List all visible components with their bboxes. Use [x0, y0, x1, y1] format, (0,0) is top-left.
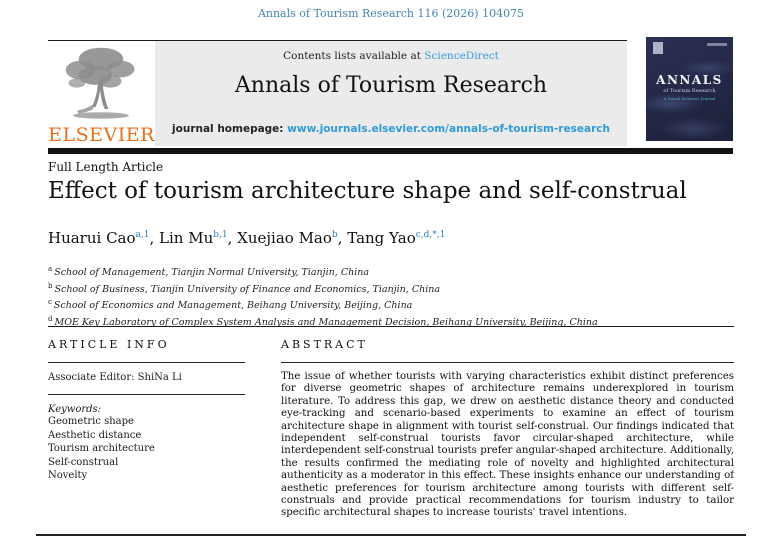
keyword-item: Geometric shape — [48, 416, 134, 427]
affiliation-sup: b — [48, 281, 53, 290]
affiliation-text: School of Business, Tianjin University of Finance and Economics, Tianjin, China — [54, 283, 441, 295]
author-name: Tang Yao — [347, 229, 416, 247]
author-name: Lin Mu — [159, 229, 214, 247]
cover-title: ANNALS — [656, 73, 723, 87]
author-separator: , — [149, 229, 160, 247]
affiliation-sup: c — [48, 298, 52, 307]
elsevier-logo — [48, 42, 155, 146]
affiliation-row — [48, 263, 728, 280]
contents-line-text: Contents lists available at — [283, 50, 425, 62]
author-line — [48, 229, 708, 247]
journal-header-banner — [155, 41, 627, 146]
associate-editor: Associate Editor: ShiNa Li — [48, 372, 182, 383]
page-bottom-rule — [36, 534, 746, 536]
journal-title: Annals of Tourism Research — [234, 73, 548, 98]
homepage-url-link[interactable]: www.journals.elsevier.com/annals-of-tourism-research — [287, 123, 610, 135]
cover-subtitle: of Tourism Research — [663, 88, 716, 94]
affiliation-sup: a — [48, 265, 53, 273]
homepage-line — [155, 123, 627, 135]
homepage-label: journal homepage: — [172, 123, 288, 135]
abstract-column — [281, 338, 734, 520]
author-separator: , — [337, 229, 348, 247]
info-abstract-section — [48, 326, 734, 520]
author-separator: , — [227, 229, 238, 247]
journal-cover-thumbnail — [646, 37, 733, 141]
elsevier-tree-icon — [54, 44, 148, 122]
cover-crest-icon — [653, 42, 663, 54]
author — [347, 229, 445, 247]
cover-issue-mark — [707, 43, 727, 46]
running-head-citation: Annals of Tourism Research 116 (2026) 104075 — [257, 7, 525, 20]
article-info-heading: ARTICLE INFO — [48, 338, 170, 351]
keyword-item: Novelty — [48, 470, 88, 481]
author-affil-sup[interactable]: a,1 — [135, 230, 150, 240]
contents-line — [155, 50, 627, 62]
article-info-rule — [48, 394, 245, 395]
keyword-item: Tourism architecture — [48, 443, 155, 454]
author-affil-sup[interactable]: b — [331, 230, 338, 240]
article-info-column — [48, 338, 245, 520]
abstract-rule — [281, 362, 734, 363]
affiliation-row — [48, 296, 728, 313]
affiliation-list — [48, 263, 728, 330]
article-type-label: Full Length Article — [48, 160, 164, 174]
abstract-heading: ABSTRACT — [281, 338, 368, 351]
author-name: Xuejiao Mao — [237, 229, 332, 247]
affiliation-text: School of Economics and Management, Beihang University, Beijing, China — [53, 300, 413, 312]
abstract-text: The issue of whether tourists with varying characteristics exhibit distinct preferences for diverse geometric shapes of architecture remains underexplored in tourism literature. To address this gap, we drew on aesthetic distance theory and conducted eye-tracking and scenario-based experiments to examine an effect of tourism architecture shape in alignment with tourist self-construal. Our findings indicated that independent self-construal tourists favor circular-shaped architecture, while interdependent self-construal tourists prefer angular-shaped architecture. Additionally, the results confirmed the mediating role of novelty and highlighted architectural authenticity as a moderator in this effect. These insights enhance our understanding of aesthetic preferences for tourism architecture among tourists with different self-construals and provide practical recommendations for tourism industry to tailor specific architectural shapes to increase tourists' travel intentions. — [281, 371, 734, 519]
elsevier-wordmark: ELSEVIER — [48, 124, 155, 146]
author — [237, 229, 347, 247]
affiliation-text: School of Management, Tianjin Normal University, Tianjin, China — [54, 267, 370, 279]
sciencedirect-link[interactable]: ScienceDirect — [424, 50, 499, 62]
article-title: Effect of tourism architecture shape and self-construal — [48, 178, 687, 204]
article-info-rule — [48, 362, 245, 363]
author-affil-sup[interactable]: b,1 — [213, 230, 228, 240]
header-thick-rule — [48, 148, 733, 154]
keyword-item: Aesthetic distance — [48, 429, 142, 441]
author-affil-sup[interactable]: c,d,*,1 — [415, 230, 446, 240]
cover-tagline: A Social Sciences Journal — [663, 96, 716, 101]
author-name: Huarui Cao — [48, 229, 136, 247]
affiliation-row — [48, 280, 728, 297]
keywords-label: Keywords: — [48, 404, 102, 415]
keyword-item: Self-construal — [48, 456, 119, 468]
author — [159, 229, 237, 247]
author — [48, 229, 159, 247]
affiliation-sup: d — [48, 314, 53, 323]
affiliation-text: MOE Key Laboratory of Complex System Analysis and Management Decision, Beihang University, Beijing, China — [54, 317, 598, 329]
